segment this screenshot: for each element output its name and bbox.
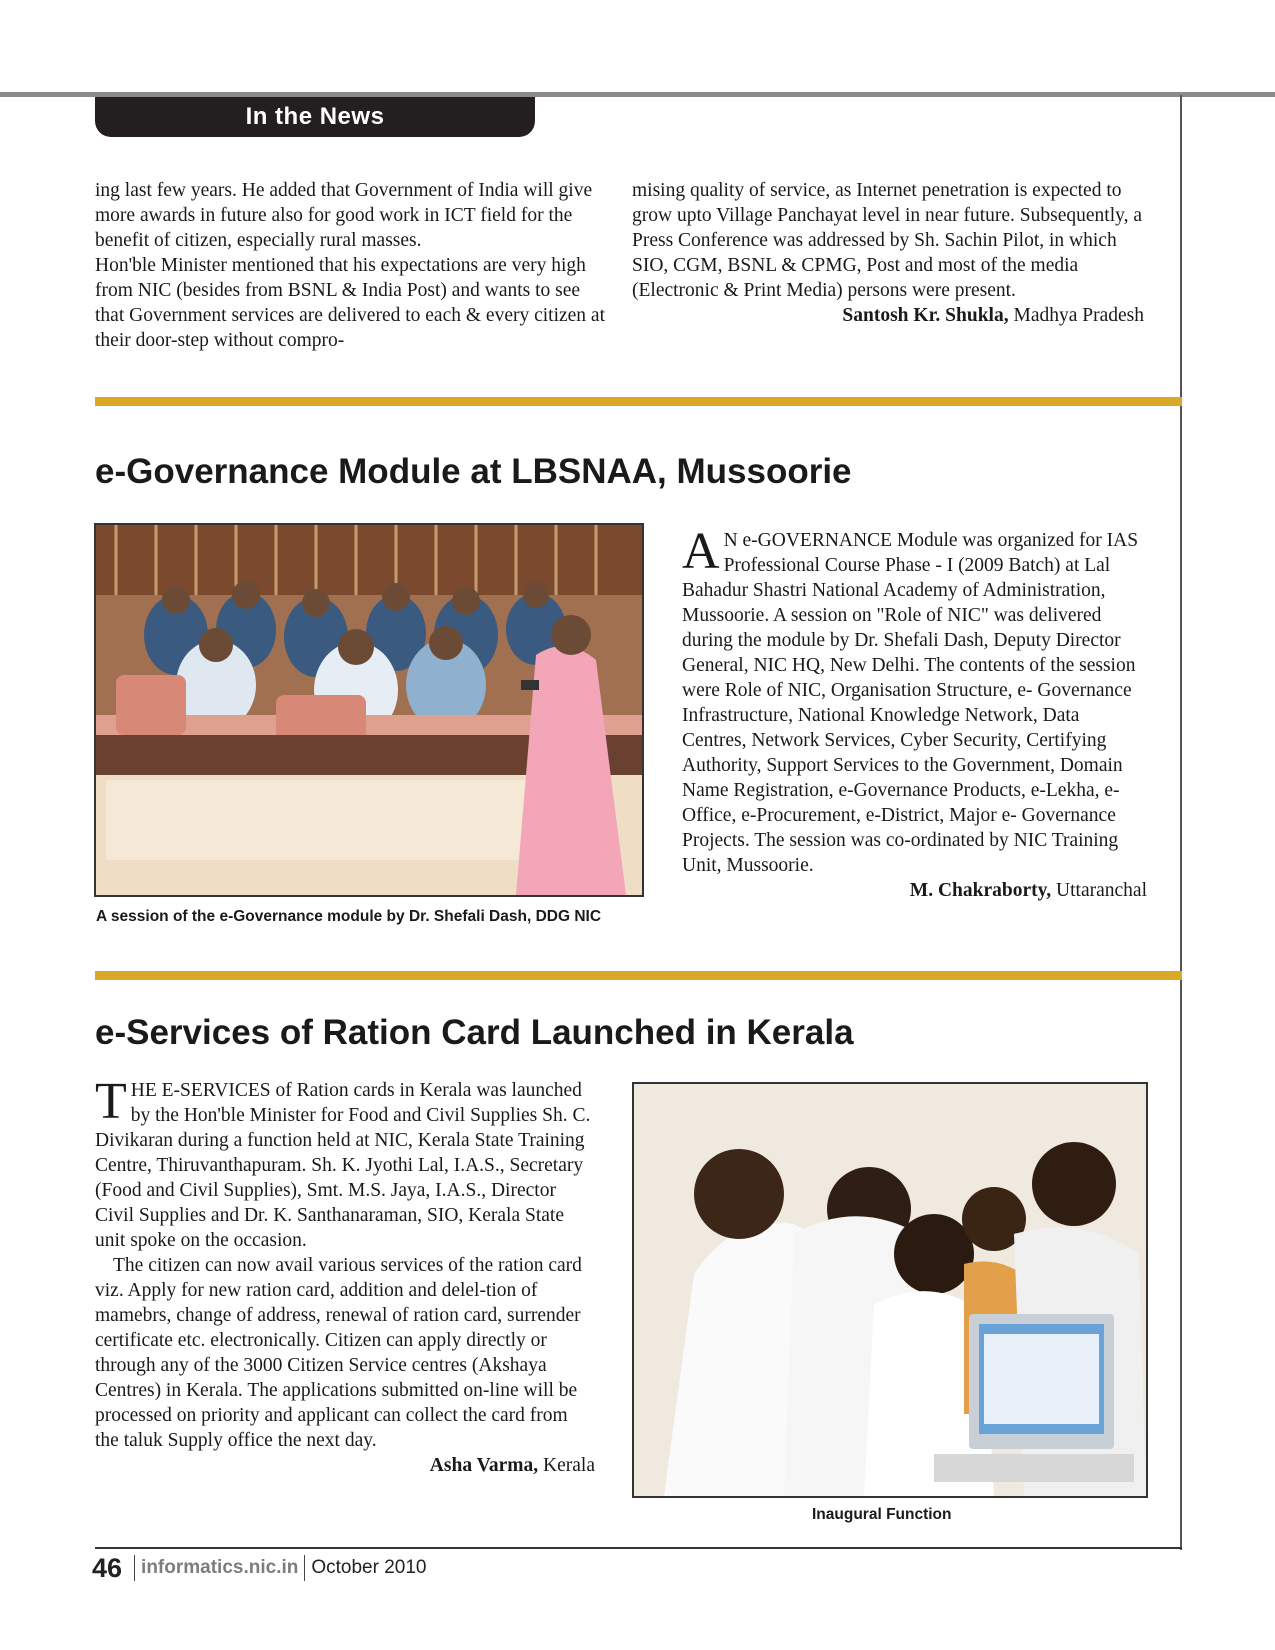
article3-para1-text: HE E-SERVICES of Ration cards in Kerala was launched by the Hon'ble Minister for Food and Civil Supplies Sh. C. Divikaran during a function held at NIC, Kerala State Training Centre, Thiruvanthapuram. Sh. K. Jyothi Lal, I.A.S., Secretary (Food and Civil Supplies), Smt. M.S. Jaya, I.A.S., Director Civil Supplies and Dr. K. Santhanaraman, SIO, Kerala State unit spoke on the occasion. — [95, 1080, 591, 1251]
article1-author: Santosh Kr. Shukla, — [842, 305, 1009, 326]
article2-headline: e-Governance Module at LBSNAA, Mussoorie — [95, 452, 852, 491]
article2-body — [682, 523, 1147, 878]
right-page-rule — [1180, 95, 1182, 1550]
article1-byline — [632, 303, 1144, 328]
article2-location: Uttaranchal — [1056, 880, 1147, 901]
article3-body-column — [95, 1073, 595, 1478]
article3-headline: e-Services of Ration Card Launched in Kerala — [95, 1013, 854, 1052]
footer-separator — [304, 1555, 305, 1581]
article2-photo-caption: A session of the e-Governance module by Dr. Shefali Dash, DDG NIC — [96, 908, 602, 925]
section-divider — [95, 397, 1182, 406]
article3-location: Kerala — [543, 1455, 595, 1476]
page-number: 46 — [92, 1552, 123, 1583]
article3-author: Asha Varma, — [429, 1455, 539, 1476]
article2-author: M. Chakraborty, — [909, 880, 1052, 901]
classroom-photo-image — [96, 525, 642, 895]
section-tab: In the News — [95, 97, 535, 137]
article1-col2-text: mising quality of service, as Internet penetration is expected to grow upto Village Panchayat level in near future. Subsequently, a Press Conference was addressed by Sh. Sachin Pilot, in which SIO, CGM, BSNL & CPMG, Post and most of the media (Electronic & Print Media) persons were present. — [632, 180, 1143, 301]
footer-separator — [134, 1555, 135, 1581]
article3-para2: The citizen can now avail various services of the ration card viz. Apply for new ration card, addition and delel-tion of mamebrs, change of address, renewal of ration card, surrender certificate etc. electronically. Citizen can apply directly or through any of the 3000 Citizen Service centres (Akshaya Centres) in Kerala. The applications submitted on-line will be processed on priority and applicant can collect the card from the taluk Supply office the next day. — [95, 1255, 582, 1451]
article3-para1 — [95, 1073, 595, 1253]
article2-dropcap: A — [682, 523, 720, 580]
article1-col1-text: ing last few years. He added that Government of India will give more awards in future also for good work in ICT field for the benefit of citizen, especially rural masses. Hon'ble Minister mentioned that his expectations are very high from NIC (besides from BSNL & India Post) and wants to see that Government services are delivered to each & every citizen at their door-step without compro- — [95, 180, 606, 351]
inaugural-photo-image — [634, 1084, 1146, 1496]
article1-column1 — [95, 178, 605, 353]
classroom-photo — [94, 523, 644, 897]
article1-location: Madhya Pradesh — [1013, 305, 1144, 326]
article2-byline — [682, 878, 1147, 903]
article3-byline — [95, 1453, 595, 1478]
footer-issue: October 2010 — [311, 1557, 427, 1578]
article1-column2 — [632, 178, 1144, 328]
article3-photo-caption: Inaugural Function — [812, 1506, 952, 1523]
footer-site: informatics.nic.in — [141, 1557, 299, 1578]
section-divider — [95, 971, 1182, 980]
article2-body-column — [682, 523, 1147, 903]
page-footer — [92, 1548, 427, 1588]
article3-dropcap: T — [95, 1073, 127, 1130]
article2-body-text: N e-GOVERNANCE Module was organized for IAS Professional Course Phase - I (2009 Batch) at Lal Bahadur Shastri National Academy of Administration, Mussoorie. A session on "Role of NIC" was delivered during the module by Dr. Shefali Dash, Deputy Director General, NIC HQ, New Delhi. The contents of the session were Role of NIC, Organisation Structure, e- Governance Infrastructure, National Knowledge Network, Data Centres, Network Services, Cyber Security, Certifying Authority, Support Services to the Government, Domain Name Registration, e-Governance Products, e-Lekha, e-Office, e-Procurement, e-District, Major e- Governance Projects. The session was co-ordinated by NIC Training Unit, Mussoorie. — [682, 530, 1139, 876]
inaugural-photo — [632, 1082, 1148, 1498]
